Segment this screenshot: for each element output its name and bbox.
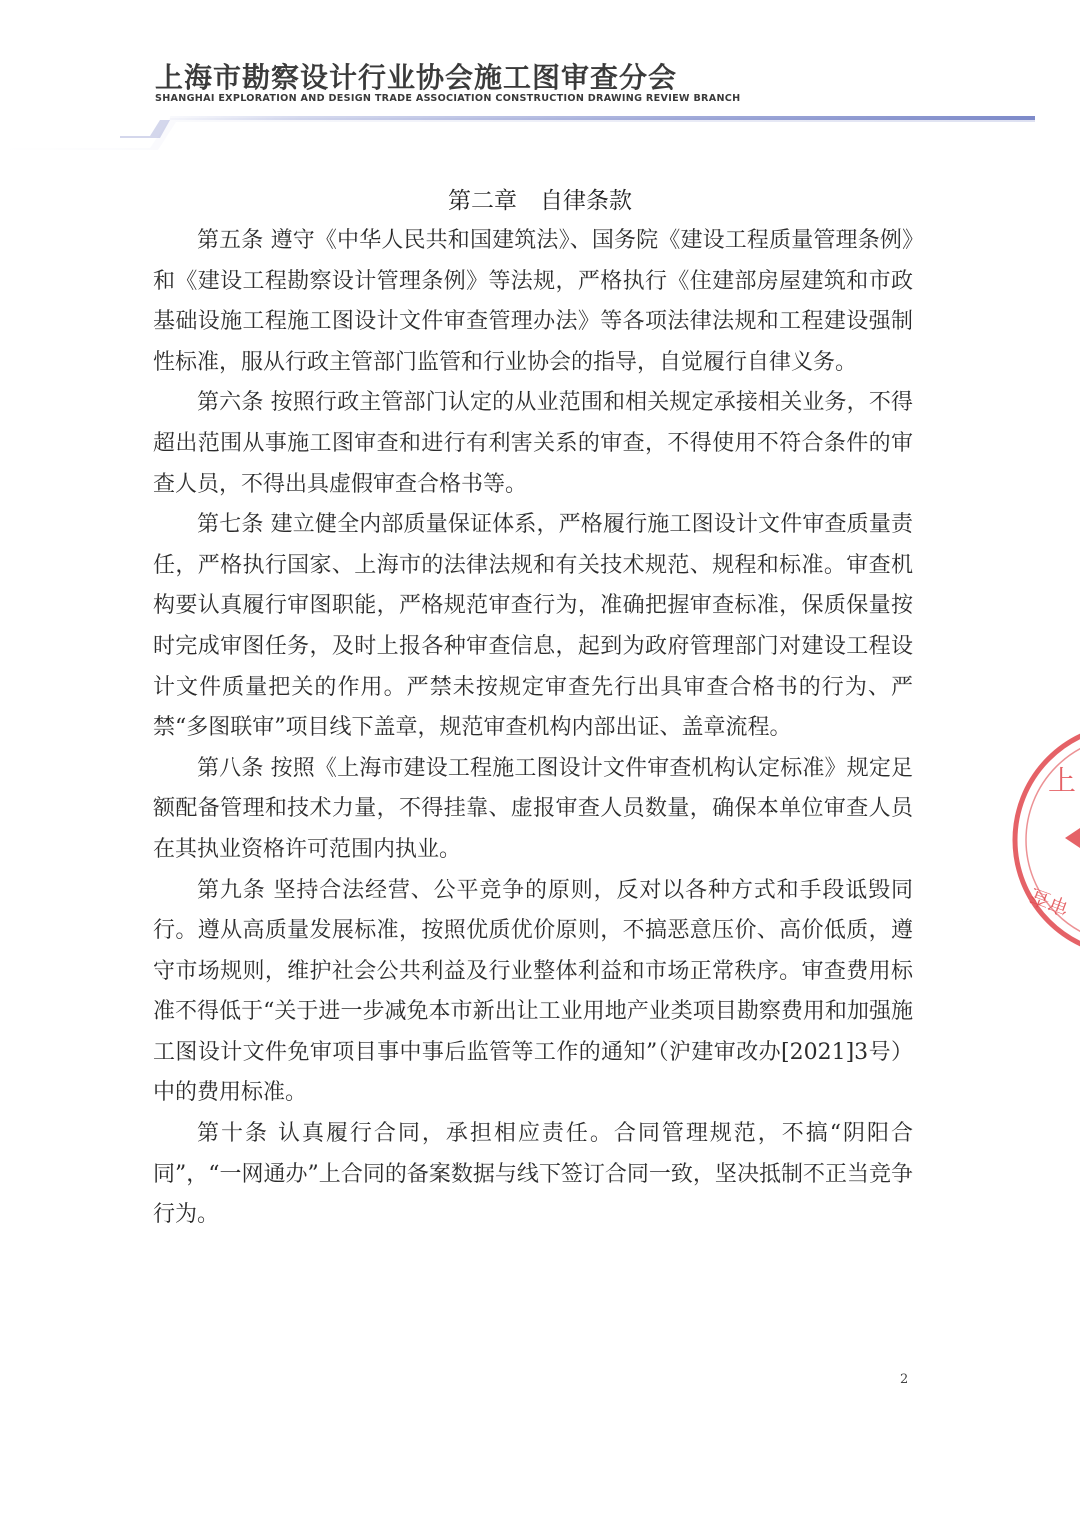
seal-char-bottom: 审查 bbox=[1026, 883, 1073, 920]
seal-char-top: 上 bbox=[1048, 764, 1077, 797]
article-7: 第七条 建立健全内部质量保证体系，严格履行施工图设计文件审查质量责任，严格执行国家、上海市的法律法规和有关技术规范、规程和标准。审查机构要认真履行审图职能，严格规范审查行为，准确把握审查标准，保质保量按时完成审图任务，及时上报各种审查信息，起到为政府管理部门对建设工程设计文件质量把关的作用。严禁未按规定审查先行出具审查合格书的行为、严禁“多图联审”项目线下盖章，规范审查机构内部出证、盖章流程。 bbox=[153, 512, 913, 741]
page-number: 2 bbox=[900, 1372, 909, 1387]
organization-name-english: SHANGHAI EXPLORATION AND DESIGN TRADE ASSOCIATION CONSTRUCTION DRAWING REVIEW BRANCH bbox=[155, 93, 741, 104]
letterhead-band bbox=[0, 108, 1080, 158]
article-10: 第十条 认真履行合同，承担相应责任。合同管理规范，不搞“阴阳合同”，“一网通办”上合同的备案数据与线下签订合同一致，坚决抵制不正当竞争行为。 bbox=[153, 1121, 913, 1228]
article-9: 第九条 坚持合法经营、公平竞争的原则，反对以各种方式和手段诋毁同行。遵从高质量发展标准，按照优质优价原则，不搞恶意压价、高价低质，遵守市场规则，维护社会公共利益及行业整体利益和市场正常秩序。审查费用标准不得低于“关于进一步减免本市新出让工业用地产业类项目勘察费用和加强施工图设计文件免审项目事中事后监管等工作的通知”（沪建审改办[2021]3号）中的费用标准。 bbox=[153, 877, 913, 1106]
organization-name-chinese: 上海市勘察设计行业协会施工图审查分会 bbox=[155, 61, 678, 94]
article-5: 第五条 遵守《中华人民共和国建筑法》、国务院《建设工程质量管理条例》和《建设工程勘察设计管理条例》等法规，严格执行《住建部房屋建筑和市政基础设施工程施工图设计文件审查管理办法》等各项法律法规和工程建设强制性标准，服从行政主管部门监管和行业协会的指导，自觉履行自律义务。 bbox=[153, 228, 913, 375]
chapter-title: 第二章 自律条款 bbox=[448, 188, 632, 214]
document-body bbox=[153, 221, 913, 1236]
article-8: 第八条 按照《上海市建设工程施工图设计文件审查机构认定标准》规定足额配备管理和技术力量，不得挂靠、虚报审查人员数量，确保本单位审查人员在其执业资格许可范围内执业。 bbox=[153, 755, 913, 862]
article-6: 第六条 按照行政主管部门认定的从业范围和相关规定承接相关业务，不得超出范围从事施工图审查和进行有利害关系的审查，不得使用不符合条件的审查人员，不得出具虚假审查合格书等。 bbox=[153, 390, 913, 497]
official-seal bbox=[1010, 720, 1080, 960]
